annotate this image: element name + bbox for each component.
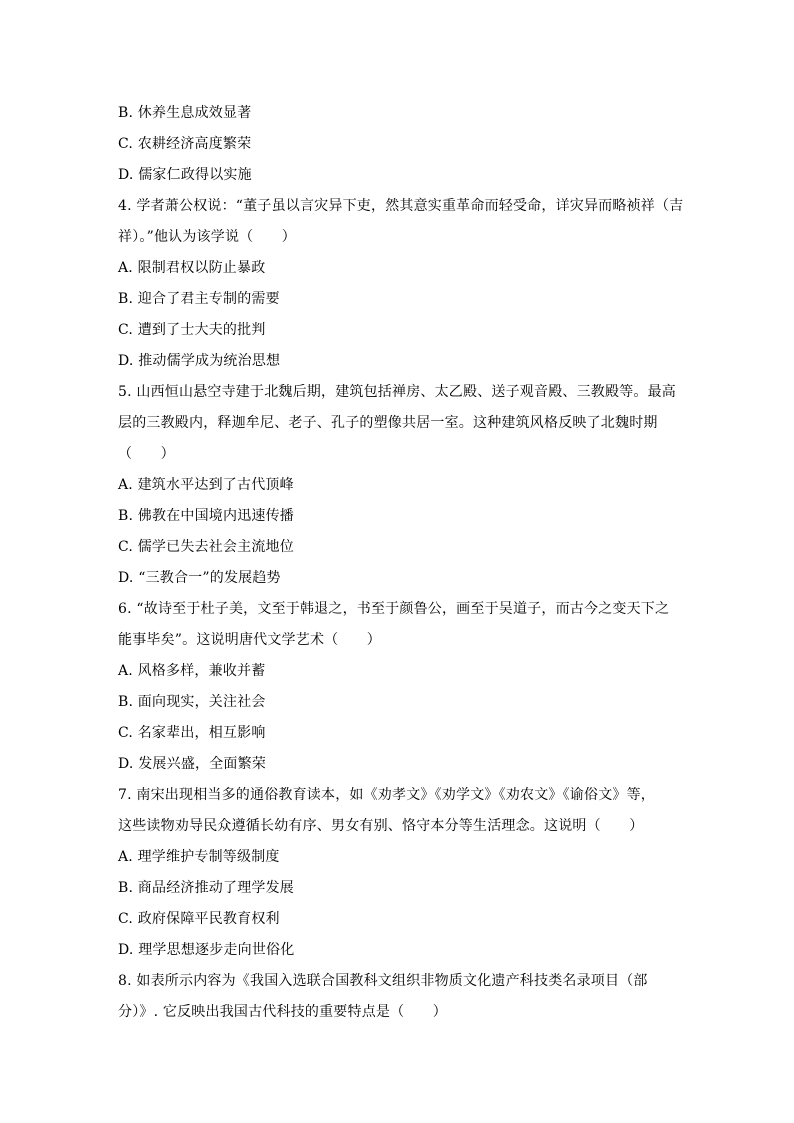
question-6-option-c: C. 名家辈出，相互影响 [118,725,266,741]
question-7-option-d: D. 理学思想逐步走向世俗化 [118,942,295,958]
question-7-stem-line-1: 7. 南宋出现相当多的通俗教育读本，如《劝孝文》《劝学文》《劝农文》《谕俗文》等， [118,787,656,803]
question-5-option-d: D. “三教合一”的发展趋势 [118,570,281,586]
question-4-stem-line-1: 4. 学者萧公权说：“董子虽以言灾异下吏，然其意实重革命而轻受命，详灾异而略祯祥（吉 [118,198,684,214]
question-5-option-b: B. 佛教在中国境内迅速传播 [118,508,294,524]
question-7-option-a: A. 理学维护专制等级制度 [118,849,280,865]
question-6-stem-line-1: 6. “故诗至于杜子美，文至于韩退之，书至于颜鲁公，画至于吴道子，而古今之变天下之 [118,601,670,617]
question-6-option-d: D. 发展兴盛，全面繁荣 [118,756,267,772]
question-4-option-c: C. 遭到了士大夫的批判 [118,322,266,338]
question-8-stem-line-1: 8. 如表所示内容为《我国入选联合国教科文组织非物质文化遗产科技类名录项目（部 [118,973,648,989]
question-6-stem-line-2: 能事毕矣”。这说明唐代文学艺术（ ） [118,632,381,648]
question-7-option-c: C. 政府保障平民教育权利 [118,911,280,927]
question-5-option-c: C. 儒学已失去社会主流地位 [118,539,294,555]
question-7-option-b: B. 商品经济推动了理学发展 [118,880,294,896]
option-line: C. 农耕经济高度繁荣 [118,136,252,152]
question-6-option-a: A. 风格多样，兼收并蓄 [118,663,266,679]
question-4-stem-line-2: 祥）。”他认为该学说（ ） [118,229,296,245]
question-4-option-a: A. 限制君权以防止暴政 [118,260,266,276]
question-7-stem-line-2: 这些读物劝导民众遵循长幼有序、男女有别、恪守本分等生活理念。这说明（ ） [118,818,644,834]
question-8-stem-line-2: 分）》. 它反映出我国古代科技的重要特点是（ ） [118,1004,447,1020]
question-4-option-b: B. 迎合了君主专制的需要 [118,291,280,307]
question-5-option-a: A. 建筑水平达到了古代顶峰 [118,477,294,493]
question-5-stem-line-2: 层的三教殿内，释迦牟尼、老子、孔子的塑像共居一室。这种建筑风格反映了北魏时期 [118,415,658,431]
option-line: D. 儒家仁政得以实施 [118,167,252,183]
question-5-stem-line-3: （ ） [118,446,175,462]
option-line: B. 休养生息成效显著 [118,105,252,121]
question-6-option-b: B. 面向现实，关注社会 [118,694,266,710]
question-4-option-d: D. 推动儒学成为统治思想 [118,353,281,369]
question-5-stem-line-1: 5. 山西恒山悬空寺建于北魏后期，建筑包括禅房、太乙殿、送子观音殿、三教殿等。最高 [118,384,677,400]
